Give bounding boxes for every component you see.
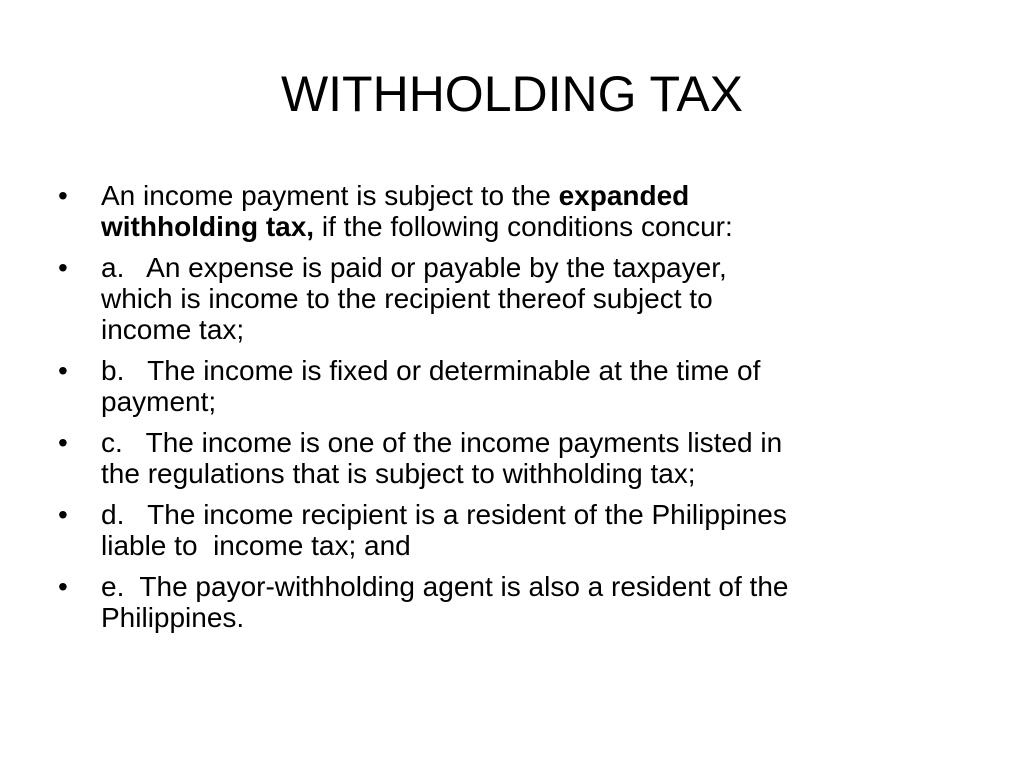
bullet-item-b: [58, 355, 958, 417]
bullet-dot-icon: •: [58, 499, 68, 530]
bullet-line: Philippines.: [101, 602, 245, 633]
bullet-text: [101, 252, 958, 345]
bullet-line: e. The payor-withholding agent is also a resident of the: [101, 571, 789, 602]
bullet-item-intro: [58, 180, 958, 242]
bold-term: withholding tax,: [101, 211, 315, 242]
bullet-dot-icon: •: [58, 427, 68, 458]
bullet-text: [101, 180, 958, 242]
bullet-line-part: An income payment is subject to the: [101, 180, 559, 211]
bullet-item-c: [58, 427, 958, 489]
bullet-line: a. An expense is paid or payable by the taxpayer,: [101, 252, 727, 283]
bullet-line: [101, 180, 958, 211]
bullet-text: [101, 427, 958, 489]
bullet-line: which is income to the recipient thereof subject to: [101, 283, 713, 314]
bullet-line: d. The income recipient is a resident of the Philippines: [101, 499, 787, 530]
bullet-text: [101, 355, 958, 417]
bullet-line: liable to income tax; and: [101, 530, 411, 561]
bullet-item-d: [58, 499, 958, 561]
bullet-dot-icon: •: [58, 180, 68, 211]
bullet-line: c. The income is one of the income payments listed in: [101, 427, 783, 458]
bullet-line: the regulations that is subject to withholding tax;: [101, 458, 696, 489]
bullet-line: b. The income is fixed or determinable at the time of: [101, 355, 761, 386]
bullet-item-e: [58, 571, 958, 633]
bullet-line: income tax;: [101, 314, 245, 345]
bullet-line: [101, 211, 958, 242]
bullet-text: [101, 499, 958, 561]
bullet-dot-icon: •: [58, 252, 68, 283]
bold-term: expanded: [558, 180, 690, 211]
bullet-list: [58, 180, 958, 643]
slide-title: WITHHOLDING TAX: [280, 66, 744, 122]
bullet-dot-icon: •: [58, 355, 68, 386]
bullet-line-part: if the following conditions concur:: [314, 211, 733, 242]
bullet-item-a: [58, 252, 958, 345]
bullet-dot-icon: •: [58, 571, 68, 602]
bullet-line: payment;: [101, 386, 217, 417]
bullet-text: [101, 571, 958, 633]
